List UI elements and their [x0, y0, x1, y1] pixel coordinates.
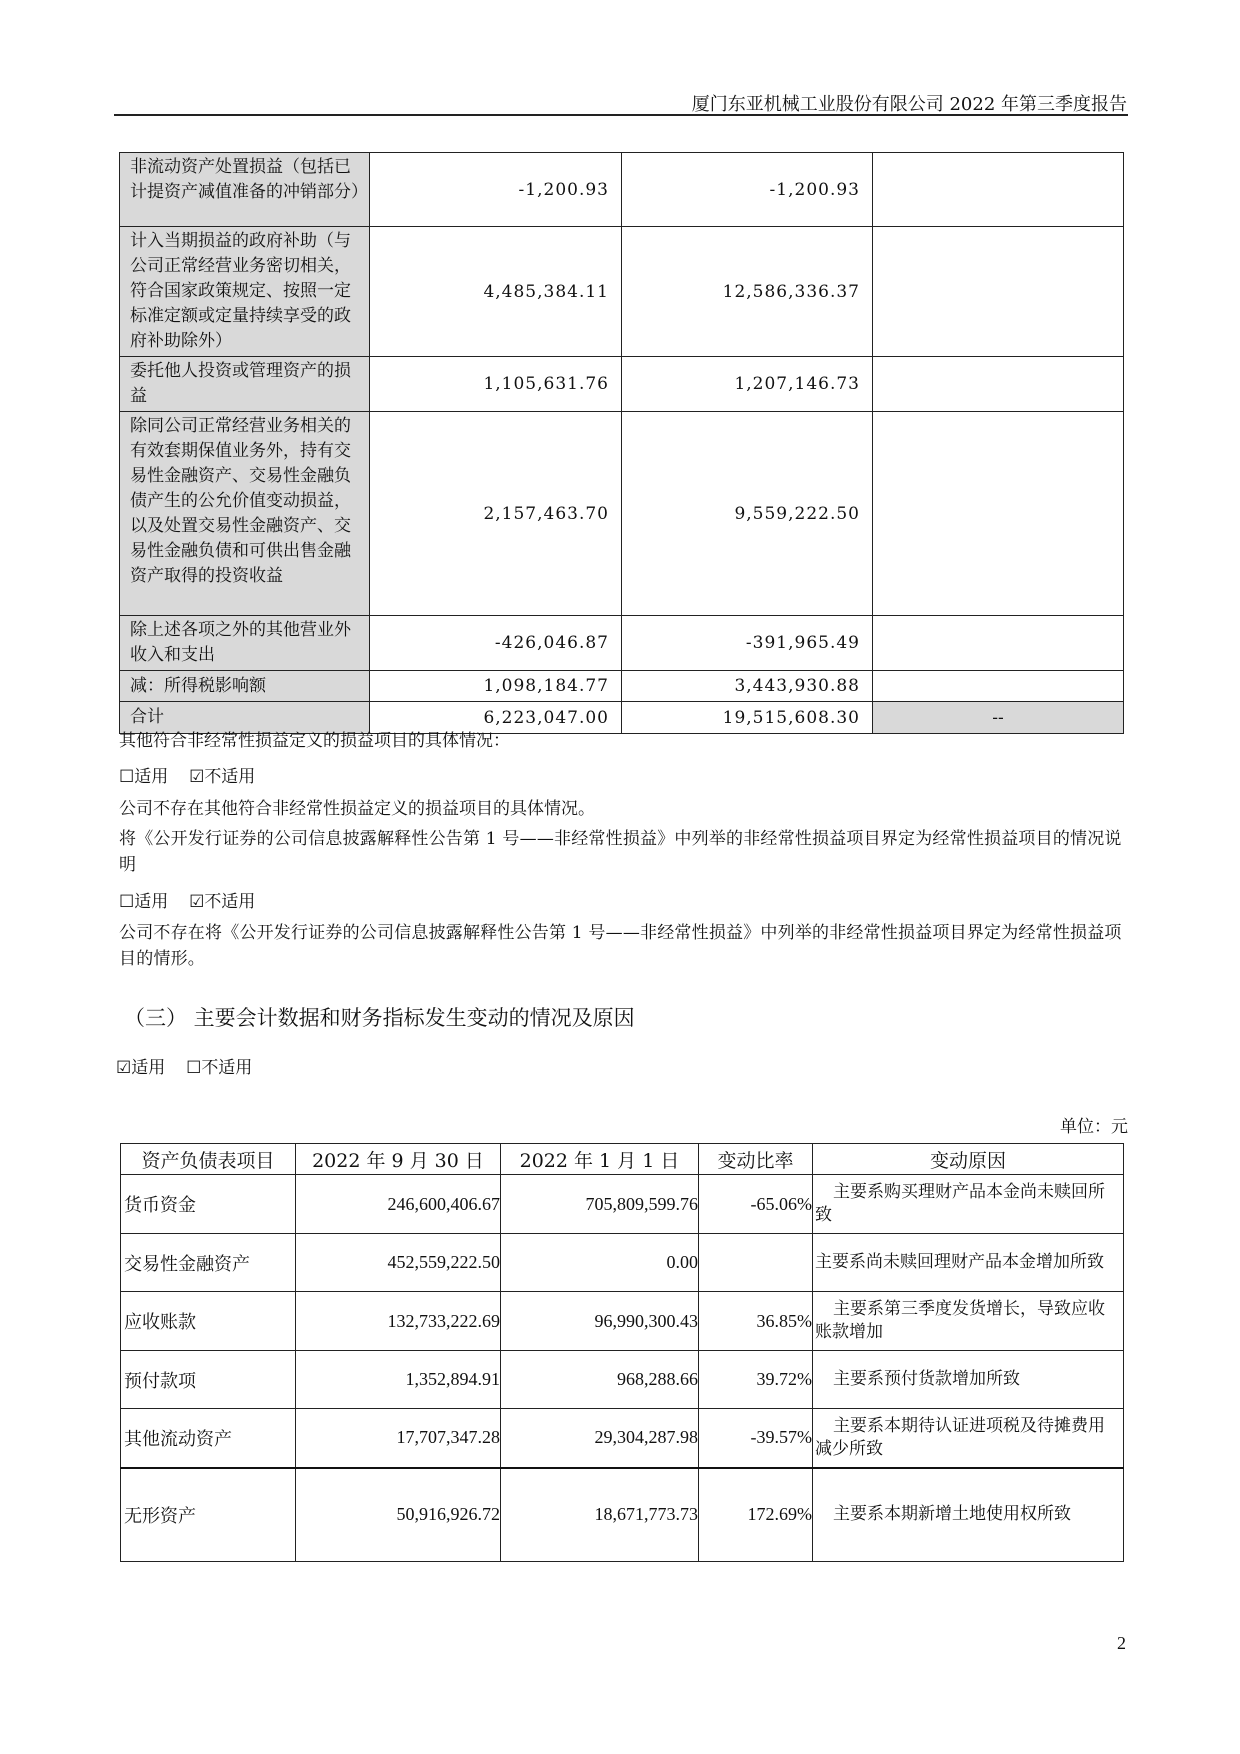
table-row: [120, 153, 1124, 227]
change-ratio: 172.69%: [699, 1468, 813, 1562]
table-row: [120, 357, 1124, 412]
period-begin-value: 968,288.66: [501, 1351, 699, 1409]
applicability-checks: [116, 1053, 252, 1078]
period-end-value: 246,600,406.67: [296, 1175, 501, 1234]
column-header: 2022 年 9 月 30 日: [296, 1144, 501, 1175]
table-row: [120, 616, 1124, 671]
remark-cell: [873, 227, 1124, 357]
applicable-label: 适用: [134, 892, 169, 912]
table-row: [121, 1409, 1124, 1468]
ytd-value: 9,559,222.50: [622, 412, 873, 616]
table-row: [121, 1175, 1124, 1234]
header-rule: [114, 114, 1128, 116]
ytd-value: 12,586,336.37: [622, 227, 873, 357]
row-label: 除上述各项之外的其他营业外收入和支出: [120, 616, 370, 671]
ytd-value: -391,965.49: [622, 616, 873, 671]
other-items-description: 公司不存在其他符合非经常性损益定义的损益项目的具体情况。: [119, 799, 595, 819]
applicability-checks: [119, 887, 255, 912]
applicability-checks: [119, 762, 255, 787]
other-items-title: 其他符合非经常性损益定义的损益项目的具体情况：: [119, 731, 510, 751]
remark-cell: [873, 357, 1124, 412]
change-reason: 主要系第三季度发货增长，导致应收账款增加: [813, 1292, 1124, 1351]
checkbox-checked-icon: ☑: [189, 892, 205, 912]
item-name: 其他流动资产: [121, 1409, 296, 1468]
column-header: 变动原因: [813, 1144, 1124, 1175]
column-header: 2022 年 1 月 1 日: [501, 1144, 699, 1175]
remark-cell: [873, 616, 1124, 671]
row-label: 减：所得税影响额: [120, 671, 370, 702]
report-header-title: 厦门东亚机械工业股份有限公司 2022 年第三季度报告: [691, 94, 1127, 115]
change-reason: 主要系本期新增土地使用权所致: [813, 1468, 1124, 1562]
current-period-value: 1,098,184.77: [370, 671, 622, 702]
change-reason: 主要系预付货款增加所致: [813, 1351, 1124, 1409]
page-number: 2: [1117, 1633, 1126, 1653]
not-applicable-label: 不适用: [204, 767, 256, 787]
change-reason: 主要系本期待认证进项税及待摊费用减少所致: [813, 1409, 1124, 1468]
change-ratio: -65.06%: [699, 1175, 813, 1234]
period-begin-value: 96,990,300.43: [501, 1292, 699, 1351]
remark-cell: --: [873, 702, 1124, 734]
checkbox-unchecked-icon: ☐: [186, 1058, 202, 1078]
change-ratio: [699, 1234, 813, 1292]
explanation-title: 将《公开发行证券的公司信息披露解释性公告第 1 号——非经常性损益》中列举的非经常性损益项目界定为经常性损益项目的情况说明: [119, 829, 1122, 875]
nonrecurring-table: [119, 152, 1124, 734]
ytd-value: 1,207,146.73: [622, 357, 873, 412]
period-begin-value: 705,809,599.76: [501, 1175, 699, 1234]
row-label: 计入当期损益的政府补助（与公司正常经营业务密切相关，符合国家政策规定、按照一定标准定额或定量持续享受的政府补助除外）: [120, 227, 370, 357]
item-name: 预付款项: [121, 1351, 296, 1409]
current-period-value: 6,223,047.00: [370, 702, 622, 734]
table-row: [121, 1292, 1124, 1351]
checkbox-unchecked-icon: ☐: [119, 767, 135, 787]
remark-cell: [873, 671, 1124, 702]
checkbox-checked-icon: ☑: [189, 767, 205, 787]
period-begin-value: 18,671,773.73: [501, 1468, 699, 1562]
table-row: [121, 1234, 1124, 1292]
item-name: 无形资产: [121, 1468, 296, 1562]
change-ratio: 39.72%: [699, 1351, 813, 1409]
current-period-value: -1,200.93: [370, 153, 622, 227]
period-end-value: 1,352,894.91: [296, 1351, 501, 1409]
table-header-row: [121, 1144, 1124, 1175]
item-name: 交易性金融资产: [121, 1234, 296, 1292]
period-end-value: 17,707,347.28: [296, 1409, 501, 1468]
remark-cell: [873, 412, 1124, 616]
ytd-value: -1,200.93: [622, 153, 873, 227]
change-reason: 主要系尚未赎回理财产品本金增加所致: [813, 1234, 1124, 1292]
row-label: 委托他人投资或管理资产的损益: [120, 357, 370, 412]
applicable-label: 适用: [131, 1058, 166, 1078]
period-begin-value: 0.00: [501, 1234, 699, 1292]
period-end-value: 132,733,222.69: [296, 1292, 501, 1351]
period-end-value: 452,559,222.50: [296, 1234, 501, 1292]
change-ratio: 36.85%: [699, 1292, 813, 1351]
table-row: [120, 412, 1124, 616]
current-period-value: 2,157,463.70: [370, 412, 622, 616]
item-name: 货币资金: [121, 1175, 296, 1234]
change-reason: 主要系购买理财产品本金尚未赎回所致: [813, 1175, 1124, 1234]
item-name: 应收账款: [121, 1292, 296, 1351]
current-period-value: 1,105,631.76: [370, 357, 622, 412]
balance-sheet-changes-table: [120, 1143, 1124, 1562]
unit-label: 单位：元: [1060, 1117, 1128, 1137]
column-header: 资产负债表项目: [121, 1144, 296, 1175]
ytd-value: 3,443,930.88: [622, 671, 873, 702]
current-period-value: -426,046.87: [370, 616, 622, 671]
period-end-value: 50,916,926.72: [296, 1468, 501, 1562]
row-label: 非流动资产处置损益（包括已计提资产减值准备的冲销部分）: [120, 153, 370, 227]
table-row: [121, 1351, 1124, 1409]
explanation-description: 公司不存在将《公开发行证券的公司信息披露解释性公告第 1 号——非经常性损益》中列举的非经常性损益项目界定为经常性损益项目的情形。: [119, 923, 1122, 969]
section-title: （三） 主要会计数据和财务指标发生变动的情况及原因: [124, 1006, 635, 1030]
table-row: [120, 227, 1124, 357]
table-row: [120, 671, 1124, 702]
ytd-value: 19,515,608.30: [622, 702, 873, 734]
checkbox-unchecked-icon: ☐: [119, 892, 135, 912]
checkbox-checked-icon: ☑: [116, 1058, 132, 1078]
not-applicable-label: 不适用: [204, 892, 256, 912]
table-row: [121, 1468, 1124, 1562]
change-ratio: -39.57%: [699, 1409, 813, 1468]
row-label: 合计: [120, 702, 370, 734]
current-period-value: 4,485,384.11: [370, 227, 622, 357]
period-begin-value: 29,304,287.98: [501, 1409, 699, 1468]
not-applicable-label: 不适用: [201, 1058, 253, 1078]
row-label: 除同公司正常经营业务相关的有效套期保值业务外，持有交易性金融资产、交易性金融负债产生的公允价值变动损益，以及处置交易性金融资产、交易性金融负债和可供出售金融资产取得的投资收益: [120, 412, 370, 616]
applicable-label: 适用: [134, 767, 169, 787]
column-header: 变动比率: [699, 1144, 813, 1175]
remark-cell: [873, 153, 1124, 227]
